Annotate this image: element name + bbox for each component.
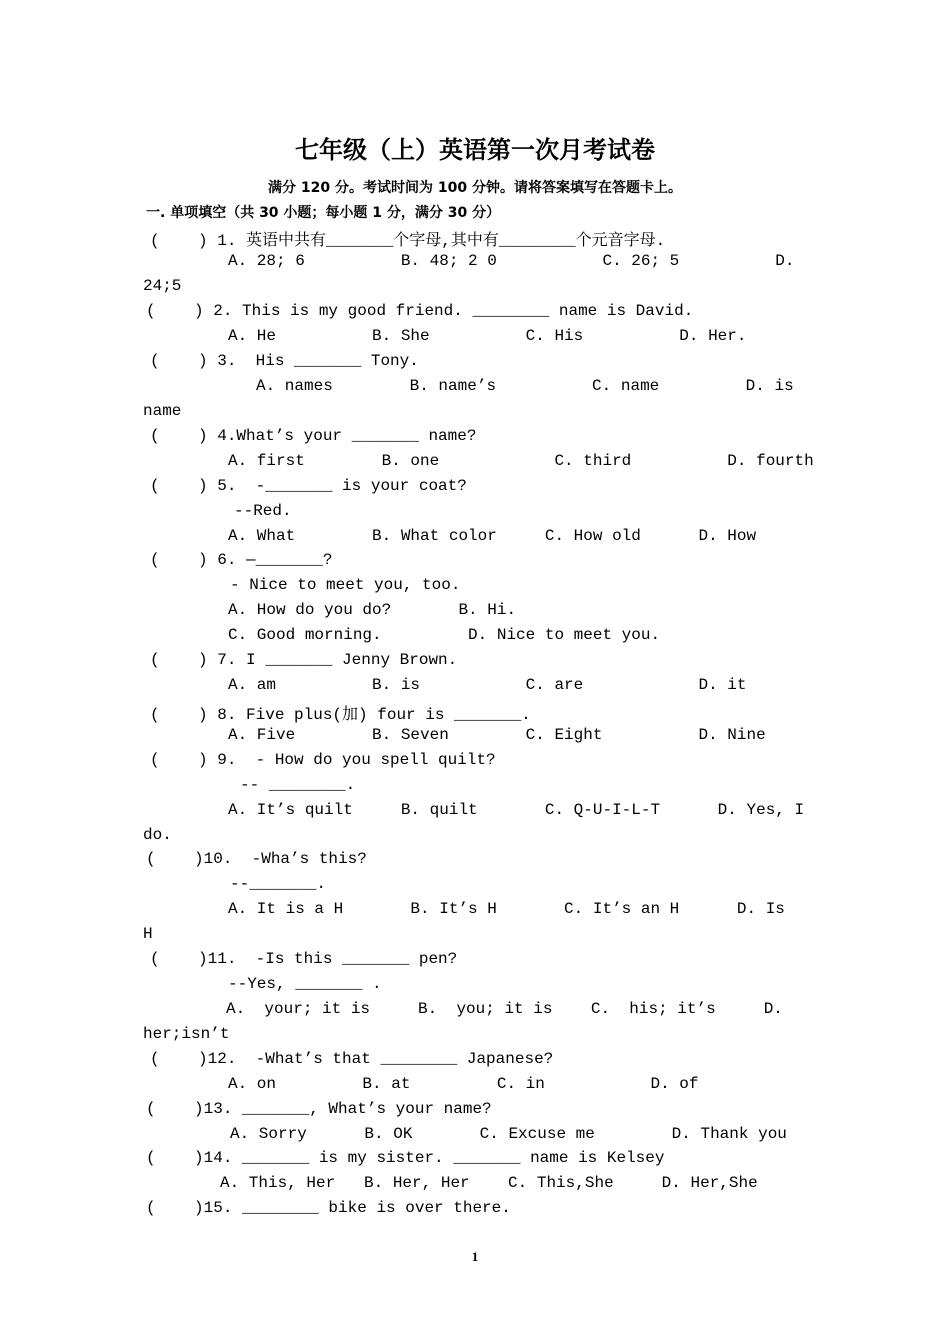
dialogue-line: --_______. xyxy=(230,875,327,893)
options-line: do. xyxy=(143,826,172,844)
options-line: A. He B. She C. His D. Her. xyxy=(228,327,747,345)
question-line: ( )14. _______ is my sister. _______ name is Kelsey xyxy=(146,1149,665,1167)
dialogue-line: --Yes, _______ . xyxy=(228,975,382,993)
options-line: A. How do you do? B. Hi. xyxy=(228,601,517,619)
dialogue-line: --Red. xyxy=(234,502,292,520)
options-line: A. 28; 6 B. 48; 2 0 C. 26; 5 D. xyxy=(228,252,795,270)
question-line: ( ) 1. 英语中共有_______个字母,其中有________个元音字母. xyxy=(150,232,666,250)
question-line: ( ) 5. -_______ is your coat? xyxy=(150,477,467,495)
question-line: ( )11. -Is this _______ pen? xyxy=(150,950,458,968)
options-line: A. Five B. Seven C. Eight D. Nine xyxy=(228,726,766,744)
dialogue-line: - Nice to meet you, too. xyxy=(230,576,461,594)
options-line: A. It is a H B. It’s H C. It’s an H D. Is xyxy=(228,900,785,918)
options-line: A. am B. is C. are D. it xyxy=(228,676,747,694)
section-heading: 一. 单项填空（共 30 小题；每小题 1 分，满分 30 分） xyxy=(146,205,501,221)
question-line: ( ) 6. —_______? xyxy=(150,551,333,569)
question-line: ( ) 7. I _______ Jenny Brown. xyxy=(150,651,458,669)
question-line: ( )15. ________ bike is over there. xyxy=(146,1199,511,1217)
options-line: A. Sorry B. OK C. Excuse me D. Thank you xyxy=(230,1125,787,1143)
page-title: 七年级（上）英语第一次月考试卷 xyxy=(295,135,655,164)
options-line: A. This, Her B. Her, Her C. This,She D. Her,She xyxy=(220,1174,758,1192)
dialogue-line: -- ________. xyxy=(240,776,356,794)
exam-instructions: 满分 120 分。考试时间为 100 分钟。请将答案填写在答题卡上。 xyxy=(268,180,682,196)
question-line: ( ) 9. - How do you spell quilt? xyxy=(150,751,496,769)
options-line: C. Good morning. D. Nice to meet you. xyxy=(228,626,661,644)
question-line: ( ) 4.What’s your _______ name? xyxy=(150,427,477,445)
question-line: ( )13. _______, What’s your name? xyxy=(146,1100,492,1118)
options-line: her;isn’t xyxy=(143,1025,230,1043)
page-number: 1 xyxy=(471,1249,479,1264)
options-line: A. on B. at C. in D. of xyxy=(228,1075,699,1093)
options-line: name xyxy=(143,402,182,420)
question-line: ( ) 3. His _______ Tony. xyxy=(150,352,419,370)
question-line: ( ) 2. This is my good friend. ________ name is David. xyxy=(146,302,694,320)
options-line: H xyxy=(143,925,153,943)
question-line: ( )10. -Wha’s this? xyxy=(146,850,367,868)
question-line: ( ) 8. Five plus(加) four is _______. xyxy=(150,706,531,724)
options-line: A. It’s quilt B. quilt C. Q-U-I-L-T D. Yes, I xyxy=(228,801,805,819)
options-line: A. What B. What color C. How old D. How xyxy=(228,527,757,545)
options-line: 24;5 xyxy=(143,277,182,295)
options-line: A. first B. one C. third D. fourth xyxy=(228,452,814,470)
question-line: ( )12. -What’s that ________ Japanese? xyxy=(150,1050,554,1068)
options-line: A. names B. name’s C. name D. is xyxy=(256,377,794,395)
options-line: A. your; it is B. you; it is C. his; it’s D. xyxy=(226,1000,783,1018)
